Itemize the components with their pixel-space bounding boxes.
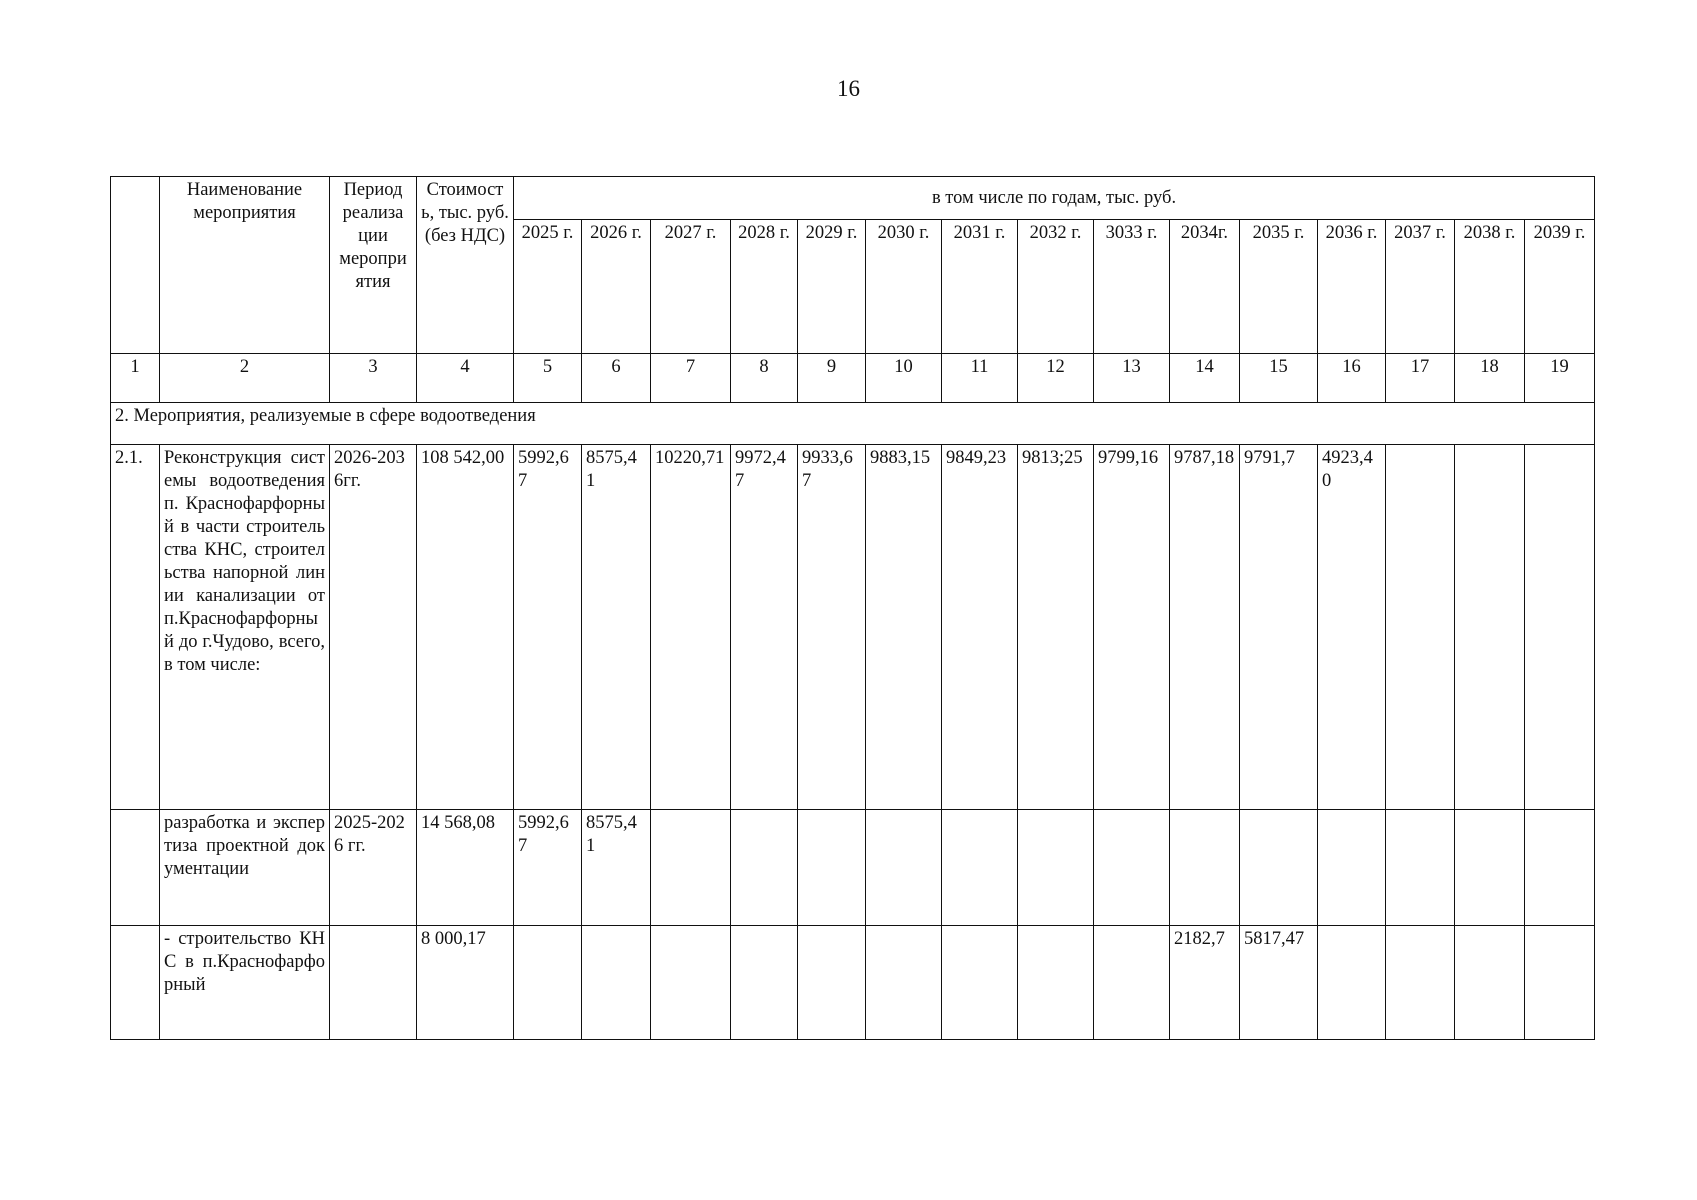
header-cell-number <box>111 177 160 354</box>
measure-cost: 8 000,17 <box>417 926 514 1040</box>
year-value <box>731 926 798 1040</box>
year-value <box>942 810 1018 926</box>
year-value: 9787,18 <box>1170 445 1240 810</box>
column-number: 9 <box>798 354 866 403</box>
section-title: 2. Мероприятия, реализуемые в сфере водоотведения <box>111 403 1595 445</box>
year-value <box>651 926 731 1040</box>
measure-period: 2026-2036гг. <box>330 445 417 810</box>
year-value <box>582 926 651 1040</box>
column-number: 16 <box>1318 354 1386 403</box>
header-cost: Стоимост ь, тыс. руб. (без НДС) <box>417 177 514 354</box>
column-number: 18 <box>1455 354 1525 403</box>
header-year: 2036 г. <box>1318 220 1386 354</box>
header-row <box>111 177 1595 220</box>
header-year: 2027 г. <box>651 220 731 354</box>
year-value: 8575,41 <box>582 810 651 926</box>
column-number: 17 <box>1386 354 1455 403</box>
column-number: 2 <box>160 354 330 403</box>
row-number <box>111 810 160 926</box>
year-value <box>866 810 942 926</box>
year-value <box>514 926 582 1040</box>
column-number: 13 <box>1094 354 1170 403</box>
header-period: Период реализа ции меропри ятия <box>330 177 417 354</box>
column-number: 4 <box>417 354 514 403</box>
year-value <box>1318 810 1386 926</box>
header-year: 2034г. <box>1170 220 1240 354</box>
year-value <box>1525 810 1595 926</box>
row-number: 2.1. <box>111 445 160 810</box>
year-value <box>942 926 1018 1040</box>
header-year: 2030 г. <box>866 220 942 354</box>
column-number: 1 <box>111 354 160 403</box>
column-number: 14 <box>1170 354 1240 403</box>
table-row <box>111 445 1595 810</box>
year-value <box>798 810 866 926</box>
header-year: 2026 г. <box>582 220 651 354</box>
year-value: 5992,67 <box>514 445 582 810</box>
measure-period <box>330 926 417 1040</box>
year-value: 9791,7 <box>1240 445 1318 810</box>
year-value: 9972,47 <box>731 445 798 810</box>
header-year: 2039 г. <box>1525 220 1595 354</box>
measure-cost: 108 542,00 <box>417 445 514 810</box>
year-value <box>798 926 866 1040</box>
year-value: 9813;25 <box>1018 445 1094 810</box>
header-year: 2038 г. <box>1455 220 1525 354</box>
year-value: 2182,7 <box>1170 926 1240 1040</box>
year-value <box>1018 810 1094 926</box>
header-year: 2032 г. <box>1018 220 1094 354</box>
year-value: 9883,15 <box>866 445 942 810</box>
table-row <box>111 810 1595 926</box>
measure-cost: 14 568,08 <box>417 810 514 926</box>
year-value: 5992,67 <box>514 810 582 926</box>
header-year: 2025 г. <box>514 220 582 354</box>
column-number: 15 <box>1240 354 1318 403</box>
year-value <box>1386 926 1455 1040</box>
year-value <box>1455 926 1525 1040</box>
measure-name: разработка и экспертиза проектной документации <box>160 810 330 926</box>
year-value: 9799,16 <box>1094 445 1170 810</box>
year-value: 9849,23 <box>942 445 1018 810</box>
year-value <box>1094 810 1170 926</box>
year-value <box>731 810 798 926</box>
row-number <box>111 926 160 1040</box>
header-year: 2029 г. <box>798 220 866 354</box>
page-number: 16 <box>837 76 860 101</box>
column-number: 12 <box>1018 354 1094 403</box>
header-year: 2028 г. <box>731 220 798 354</box>
year-value <box>651 810 731 926</box>
year-value: 9933,67 <box>798 445 866 810</box>
column-number: 10 <box>866 354 942 403</box>
header-year: 3033 г. <box>1094 220 1170 354</box>
column-number: 11 <box>942 354 1018 403</box>
year-value: 8575,41 <box>582 445 651 810</box>
year-value <box>1018 926 1094 1040</box>
measure-period: 2025-2026 гг. <box>330 810 417 926</box>
measures-table <box>110 176 1595 1040</box>
year-value <box>1386 445 1455 810</box>
year-value <box>1240 810 1318 926</box>
year-value <box>1386 810 1455 926</box>
year-value <box>1455 445 1525 810</box>
column-number: 8 <box>731 354 798 403</box>
year-value <box>1455 810 1525 926</box>
section-row <box>111 403 1595 445</box>
year-value: 10220,71 <box>651 445 731 810</box>
year-value: 5817,47 <box>1240 926 1318 1040</box>
measure-name: Реконструкция системы водоотведения п. Краснофарфорный в части строительства КНС, строительства напорной линии канализации от п.Краснофарфорный до г.Чудово, всего, в том числе: <box>160 445 330 810</box>
table-row <box>111 926 1595 1040</box>
header-year: 2037 г. <box>1386 220 1455 354</box>
column-number: 3 <box>330 354 417 403</box>
measure-name: - строительство КНС в п.Краснофарфорный <box>160 926 330 1040</box>
column-number: 6 <box>582 354 651 403</box>
header-name: Наименование мероприятия <box>160 177 330 354</box>
year-value <box>1170 810 1240 926</box>
column-number: 5 <box>514 354 582 403</box>
header-year: 2031 г. <box>942 220 1018 354</box>
header-year: 2035 г. <box>1240 220 1318 354</box>
year-value <box>1318 926 1386 1040</box>
column-number: 7 <box>651 354 731 403</box>
year-value: 4923,40 <box>1318 445 1386 810</box>
year-value <box>866 926 942 1040</box>
column-number: 19 <box>1525 354 1595 403</box>
year-value <box>1525 445 1595 810</box>
column-numbering-row <box>111 354 1595 403</box>
year-value <box>1094 926 1170 1040</box>
header-years-group: в том числе по годам, тыс. руб. <box>514 177 1595 220</box>
year-value <box>1525 926 1595 1040</box>
